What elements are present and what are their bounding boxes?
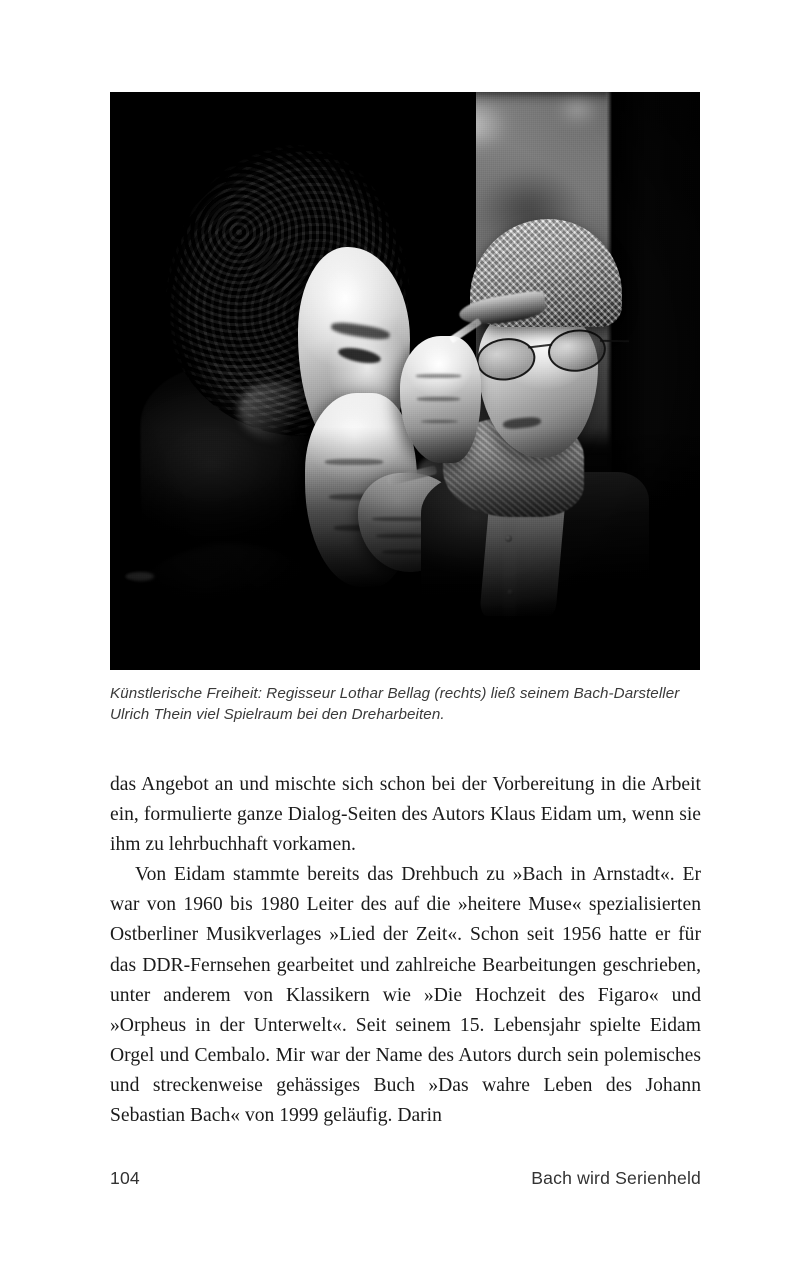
figure-caption: Künstlerische Freiheit: Regisseur Lothar Bellag (rechts) ließ seinem Bach-Darsteller Ulrich Thein viel Spielraum bei den Dreharbeiten. xyxy=(110,685,680,723)
photo-image xyxy=(110,92,700,670)
eyeglass-lens-right xyxy=(545,326,608,375)
cigarette xyxy=(449,318,482,344)
figure-photograph xyxy=(110,92,700,670)
body-text-column xyxy=(110,770,701,1131)
body-paragraph-1: das Angebot an und mischte sich schon bei der Vorbereitung in die Arbeit ein, formulierte ganze Dialog-Seiten des Autors Klaus Eidam um, wenn sie ihm zu lehrbuchhaft vorkamen. xyxy=(110,774,701,856)
eyeglass-temple xyxy=(600,339,629,341)
page-footer xyxy=(110,1168,701,1189)
photo-lower-shadow xyxy=(110,427,700,670)
running-head: Bach wird Serienheld xyxy=(531,1168,701,1188)
page-number: 104 xyxy=(110,1168,140,1188)
body-paragraph-2: Von Eidam stammte bereits das Drehbuch zu »Bach in Arnstadt«. Er war von 1960 bis 1980 Leiter des auf die »heitere Muse« spezialisierten Ostberliner Musikverlages »Lied der Zeit«. Schon seit 1956 hatte er für das DDR-Fernsehen gearbeitet und zahlreiche Bearbeitungen geschrieben, unter anderem von Klassikern wie »Die Hochzeit des Figaro« und »Orpheus in der Unterwelt«. Seit seinem 15. Lebensjahr spielte Eidam Orgel und Cembalo. Mir war der Name des Autors durch sein polemisches und streckenweise gehässiges Buch »Das wahre Leben des Johann Sebastian Bach« von 1999 geläufig. Darin xyxy=(110,864,701,1127)
